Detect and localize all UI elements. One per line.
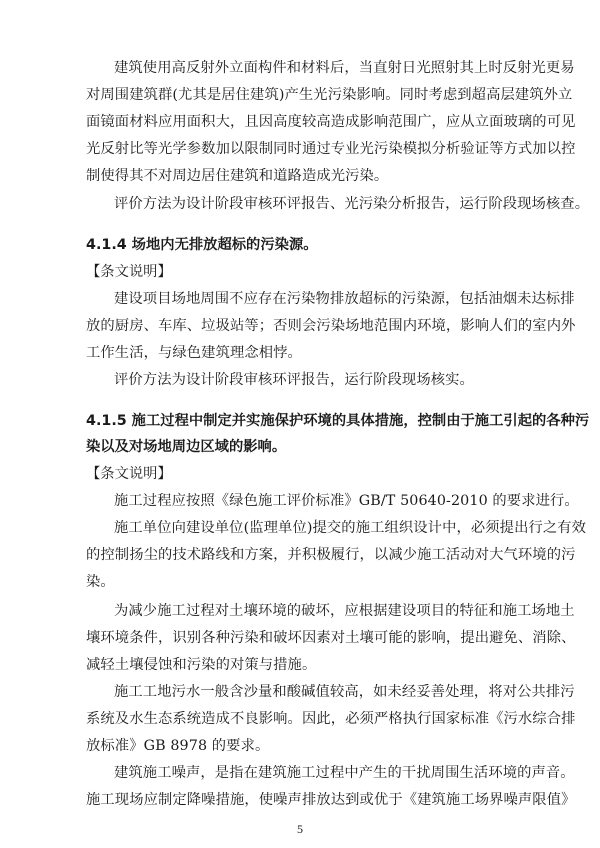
clause-4-1-5-p4-line-3: 放标准》GB 8978 的要求。: [86, 738, 270, 754]
intro-line-4: 光反射比等光学参数加以限制同时通过专业光污染模拟分析验证等方式加以控: [86, 141, 576, 157]
clause-4-1-5-p3-line-3: 减轻土壤侵蚀和污染的对策与措施。: [86, 657, 317, 673]
clause-4-1-5-p4-line-1: 施工工地污水一般含沙量和酸碱值较高，如未经妥善处理，将对公共排污: [114, 684, 575, 700]
clause-4-1-5-p4-line-2: 系统及水生态系统造成不良影响。因此，必须严格执行国家标准《污水综合排: [86, 711, 576, 727]
intro-line-1: 建筑使用高反射外立面构件和材料后，当直射日光照射其上时反射光更易: [114, 60, 575, 76]
intro-evaluation: 评价方法为设计阶段审核环评报告、光污染分析报告，运行阶段现场核查。: [114, 196, 590, 212]
clause-4-1-5-heading-1: 4.1.5 施工过程中制定并实施保护环境的具体措施，控制由于施工引起的各种污: [86, 413, 590, 429]
clause-4-1-4-evaluation: 评价方法为设计阶段审核环评报告，运行阶段现场核实。: [114, 372, 474, 388]
clause-4-1-4-heading: 4.1.4 场地内无排放超标的污染源。: [86, 237, 318, 253]
clause-4-1-4-line-1: 建设项目场地周围不应存在污染物排放超标的污染源，包括油烟未达标排: [114, 291, 575, 307]
clause-4-1-4-line-2: 放的厨房、车库、垃圾站等；否则会污染场地范围内环境，影响人们的室内外: [86, 318, 576, 334]
clause-4-1-5-p1: 施工过程应按照《绿色施工评价标准》GB/T 50640-2010 的要求进行。: [114, 493, 579, 509]
intro-line-3: 面镜面材料应用面积大，且因高度较高造成影响范围广，应从立面玻璃的可见: [86, 114, 576, 130]
clause-4-1-5-p2-line-3: 染。: [86, 574, 115, 590]
clause-4-1-5-p2-line-1: 施工单位向建设单位(监理单位)提交的施工组织设计中，必须提出行之有效: [114, 520, 587, 536]
clause-4-1-5-label: 【条文说明】: [86, 466, 172, 482]
clause-4-1-5-p5-line-2: 施工现场应制定降噪措施，使噪声排放达到或优于《建筑施工场界噪声限值》: [86, 792, 576, 808]
clause-4-1-5-p3-line-2: 壤环境条件，识别各种污染和破坏因素对土壤可能的影响，提出避免、消除、: [86, 630, 576, 646]
page-number: 5: [297, 822, 303, 836]
clause-4-1-5-p5-line-1: 建筑施工噪声，是指在建筑施工过程中产生的干扰周围生活环境的声音。: [114, 765, 575, 781]
intro-line-5: 制使得其不对周边居住建筑和道路造成光污染。: [86, 168, 389, 184]
clause-4-1-5-p2-line-2: 的控制扬尘的技术路线和方案，并积极履行，以减少施工活动对大气环境的污: [86, 547, 576, 563]
clause-4-1-4-line-3: 工作生活，与绿色建筑理念相悖。: [86, 345, 302, 361]
clause-4-1-5-p3-line-1: 为减少施工过程对土壤环境的破坏，应根据建设项目的特征和施工场地土: [114, 603, 575, 619]
intro-line-2: 对周围建筑群(尤其是居住建筑)产生光污染影响。同时考虑到超高层建筑外立: [86, 87, 573, 103]
clause-4-1-5-heading-2: 染以及对场地周边区域的影响。: [86, 439, 287, 455]
clause-4-1-4-label: 【条文说明】: [86, 264, 172, 280]
